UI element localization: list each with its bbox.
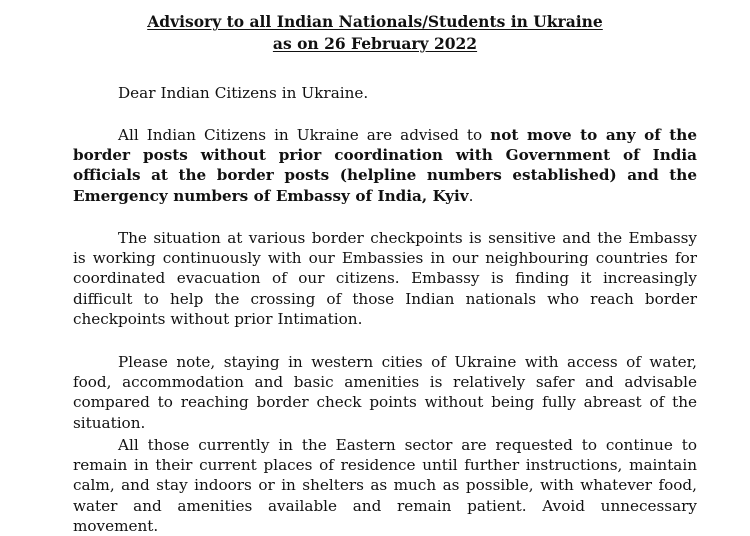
border-advice-intro: All Indian Citizens in Ukraine are advised to	[118, 126, 491, 144]
border-advice-emphasis: not move to any of the border posts without prior coordination with Government of India officials at the border posts (helpline numbers established) and the Emergency numbers of Embassy of India, Kyiv	[73, 126, 697, 205]
eastern-sector-paragraph: All those currently in the Eastern sector are requested to continue to remain in their current places of residence until further instructions, maintain calm, and stay indoors or in shelters as much as possible, with whatever food, water and amenities available and remain patient. Avoid unnecessary movement.	[73, 436, 697, 535]
border-advice-paragraph	[73, 125, 697, 206]
situation-paragraph: The situation at various border checkpoints is sensitive and the Embassy is working continuously with our Embassies in our neighbouring countries for coordinated evacuation of our citizens. Embassy is finding it increasingly difficult to help the crossing of those Indian nationals who reach border checkpoints without prior Intimation.	[73, 229, 697, 328]
greeting-paragraph: Dear Indian Citizens in Ukraine.	[118, 84, 369, 102]
advisory-title: Advisory to all Indian Nationals/Students in Ukraine	[147, 12, 603, 31]
border-advice-end: .	[468, 186, 474, 205]
advisory-date: as on 26 February 2022	[272, 34, 478, 53]
western-cities-paragraph: Please note, staying in western cities of Ukraine with access of water, food, accommodation and basic amenities is relatively safer and advisable compared to reaching border check points without being fully abreast of the situation.	[73, 353, 697, 432]
